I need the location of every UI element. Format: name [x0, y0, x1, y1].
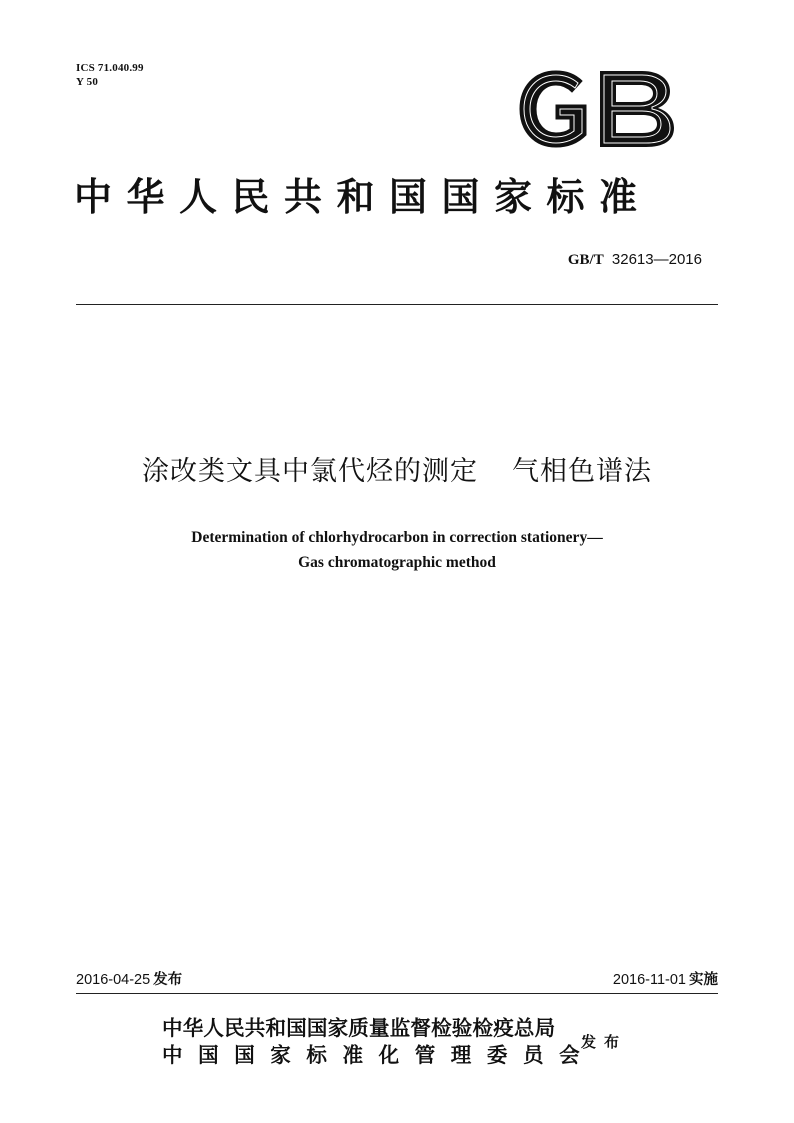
document-title-cn: [60, 452, 734, 492]
standard-number-value: 32613—2016: [611, 251, 702, 268]
ics-code: ICS 71.040.99: [76, 62, 144, 74]
implement-date-label: 实施: [689, 972, 718, 988]
gb-logo: [518, 69, 676, 149]
standard-number: [430, 250, 702, 270]
classification-block: [76, 61, 144, 89]
publish-label: 发布: [581, 1033, 628, 1051]
document-title-cn-part1: 涂改类文具中氯代烃的测定: [142, 456, 478, 487]
document-title-en: [60, 525, 734, 575]
implement-date: 2016-11-01: [612, 972, 686, 988]
issue-date-label: 发布: [153, 972, 183, 988]
gb-logo-letter-b: [600, 71, 674, 147]
issue-date: 2016-04-25: [76, 972, 151, 988]
gb-logo-letter-g: [520, 71, 586, 147]
ccs-code: Y 50: [76, 76, 99, 88]
document-title-en-line1: Determination of chlorhydrocarbon in correction stationery—: [191, 529, 603, 546]
national-standard-title: 中华人民共和国国家标准: [74, 174, 652, 219]
issuer-line-2: 中国国家标准化管理委员会: [162, 1043, 596, 1067]
top-divider: [76, 304, 718, 305]
issuer-line-1: 中华人民共和国国家质量监督检验检疫总局: [162, 1016, 556, 1040]
bottom-divider: [76, 993, 718, 994]
standard-number-prefix: GB/T: [567, 252, 604, 268]
issue-date-block: [76, 970, 182, 990]
implement-date-block: [613, 970, 718, 990]
document-title-cn-part2: 气相色谱法: [512, 456, 652, 487]
document-title-en-line2: Gas chromatographic method: [298, 554, 496, 571]
issuing-bodies: [162, 1015, 595, 1069]
